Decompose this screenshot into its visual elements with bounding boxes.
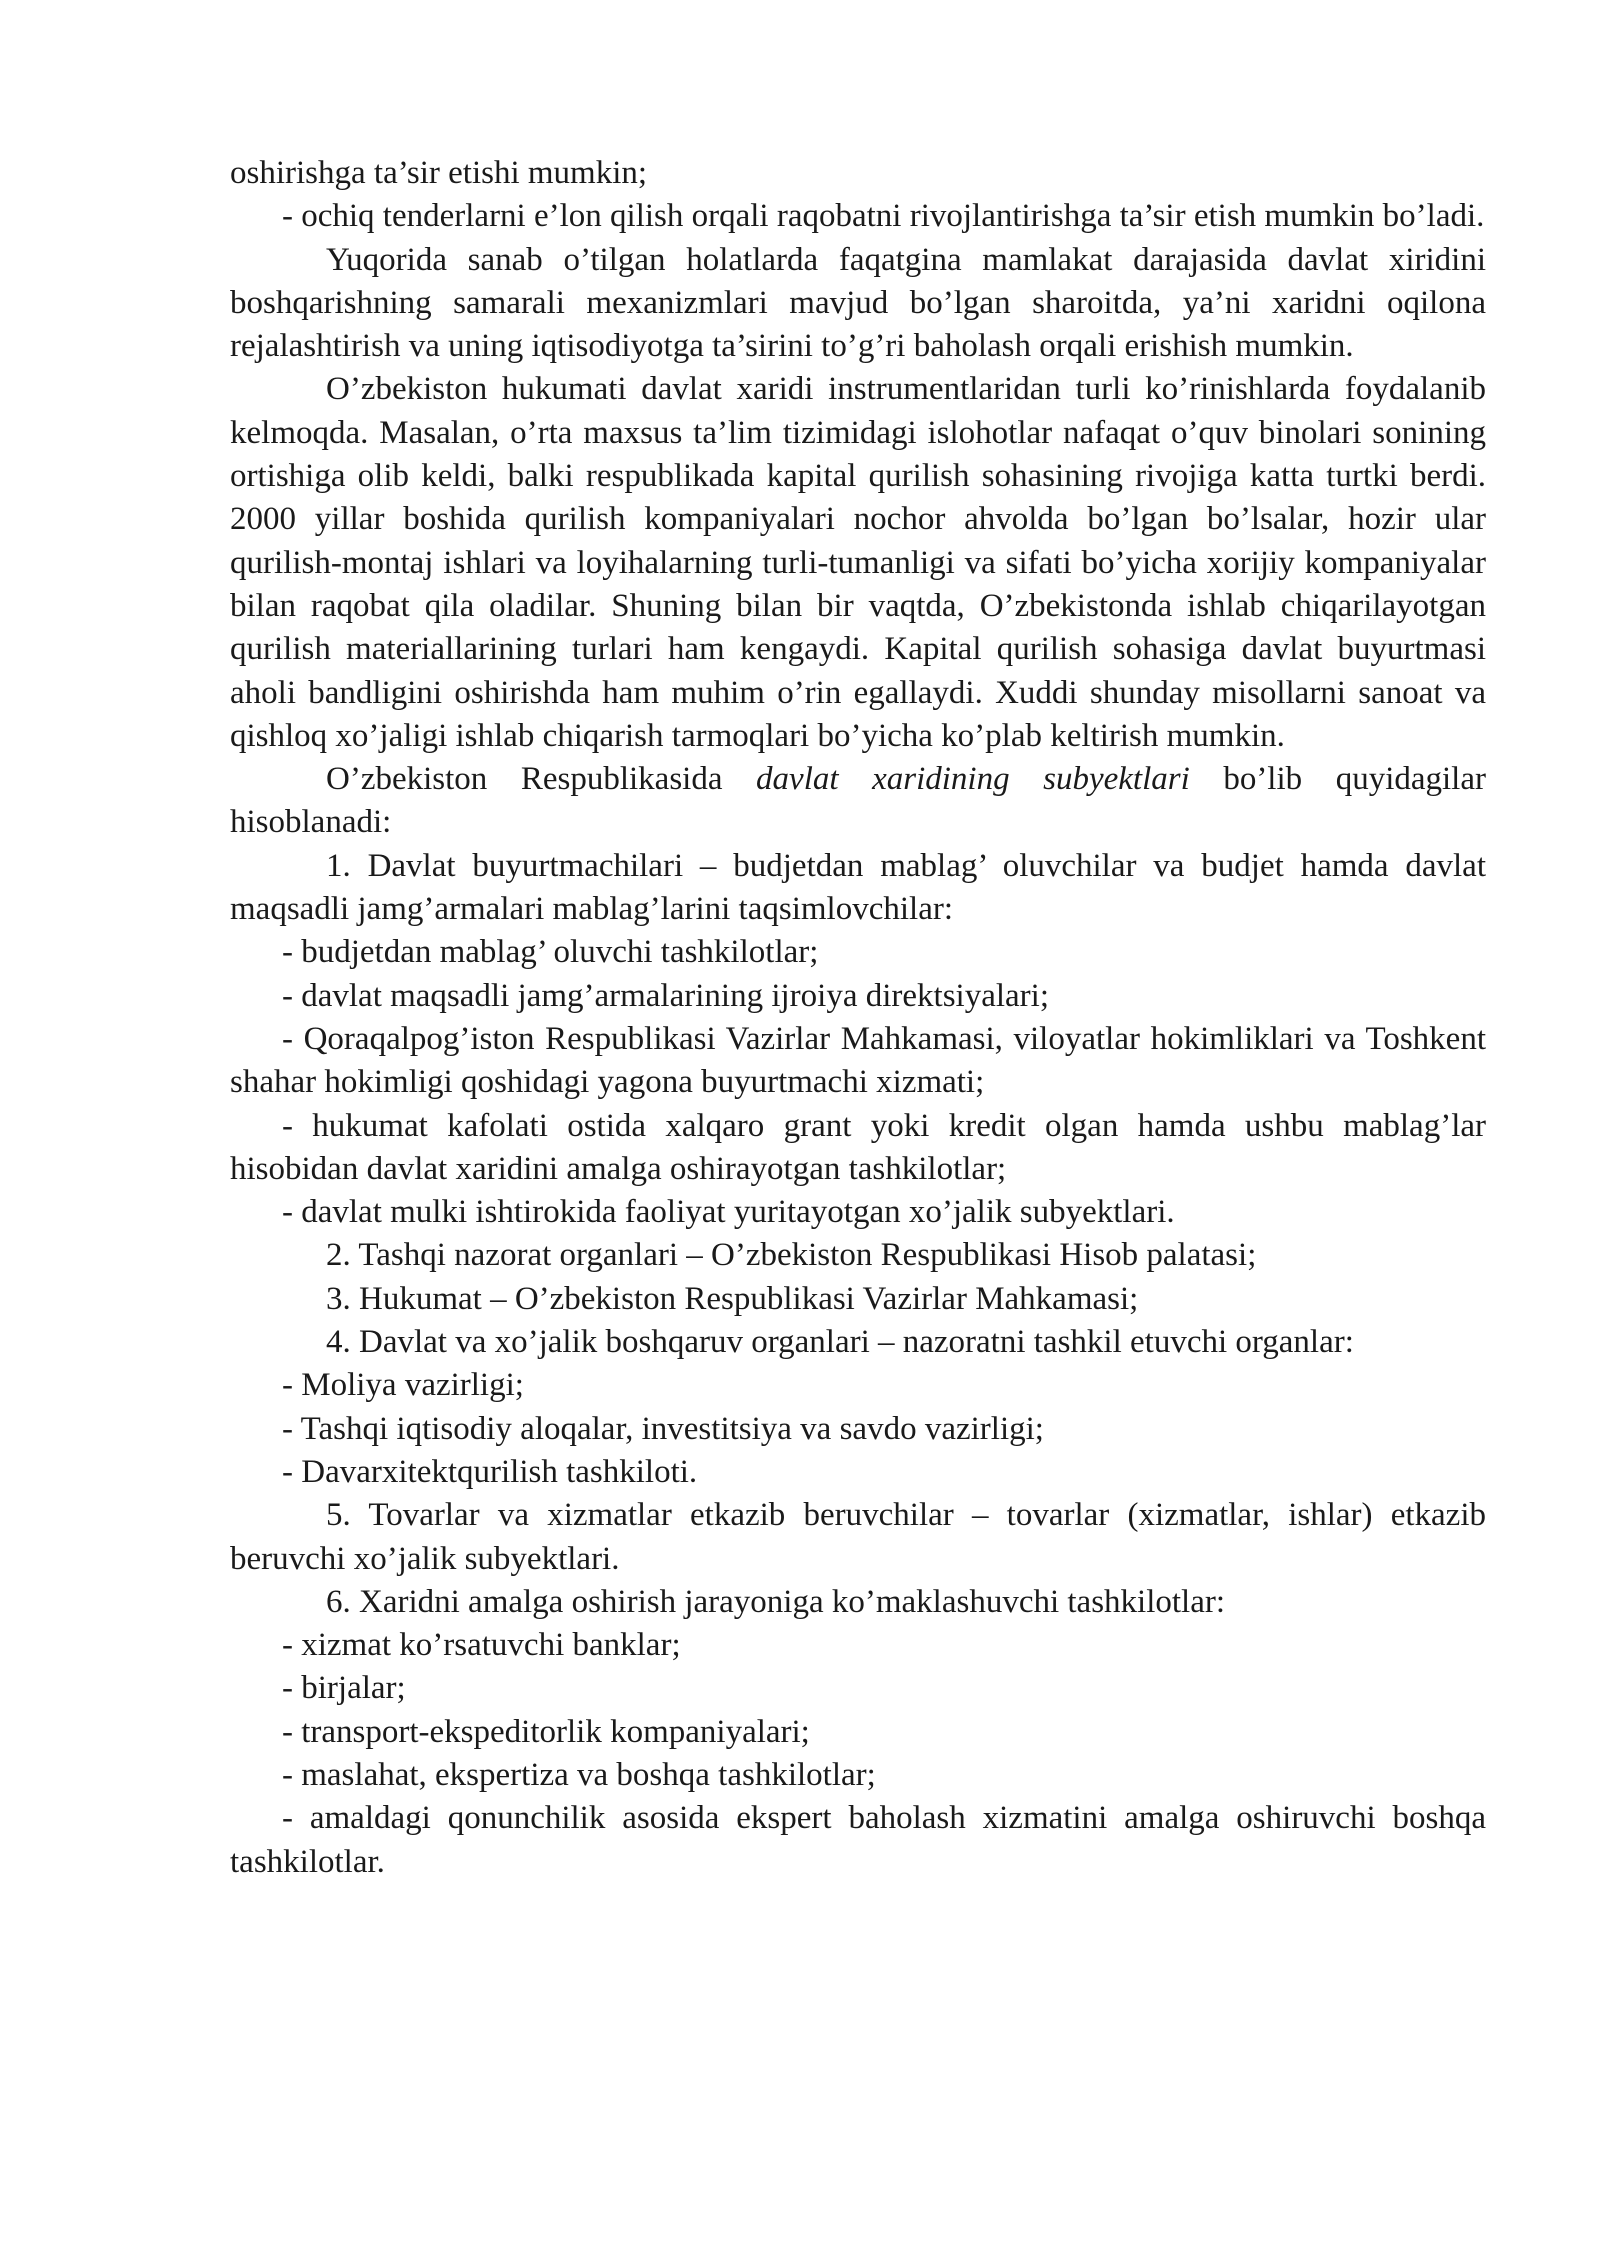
italic-term: davlat xaridining subyektlari: [756, 761, 1190, 798]
list-item-dash: - hukumat kafolati ostida xalqaro grant yoki kredit olgan hamda ushbu mablag’lar hisobidan davlat xaridini amalga oshirayotgan tashkilotlar;: [230, 1107, 1486, 1187]
document-page: [230, 152, 1486, 1884]
list-item-dash: - maslahat, ekspertiza va boshqa tashkilotlar;: [282, 1756, 876, 1793]
paragraph: Yuqorida sanab o’tilgan holatlarda faqatgina mamlakat darajasida davlat xiridini boshqarishning samarali mexanizmlari mavjud bo’lgan sharoitda, ya’ni xaridni oqilona rejalashtirish va uning iqtisodiyotga ta’sirini to’g’ri baholash orqali erishish mumkin.: [230, 241, 1486, 365]
numbered-item: 5. Tovarlar va xizmatlar etkazib beruvchilar – tovarlar (xizmatlar, ishlar) etkazib beruvchi xo’jalik subyektlari.: [230, 1497, 1486, 1577]
text-run: O’zbekiston Respublikasida: [326, 761, 757, 798]
list-item-dash: - ochiq tenderlarni e’lon qilish orqali raqobatni rivojlantirishga ta’sir etish mumkin bo’ladi.: [282, 198, 1485, 235]
list-item-dash: - Tashqi iqtisodiy aloqalar, investitsiya va savdo vazirligi;: [282, 1410, 1044, 1447]
list-item-dash: - birjalar;: [282, 1670, 406, 1707]
list-item-dash: - transport-ekspeditorlik kompaniyalari;: [282, 1713, 810, 1750]
list-item-dash: - Qoraqalpog’iston Respublikasi Vazirlar Mahkamasi, viloyatlar hokimliklari va Toshkent shahar hokimligi qoshidagi yagona buyurtmachi xizmati;: [230, 1020, 1486, 1101]
paragraph-continuation: oshirishga ta’sir etishi mumkin;: [230, 155, 648, 191]
list-item-dash: - Davarxitektqurilish tashkiloti.: [282, 1453, 698, 1490]
numbered-item: 6. Xaridni amalga oshirish jarayoniga ko’maklashuvchi tashkilotlar:: [326, 1583, 1226, 1620]
numbered-item: 3. Hukumat – O’zbekiston Respublikasi Vazirlar Mahkamasi;: [326, 1280, 1139, 1317]
numbered-item: 4. Davlat va xo’jalik boshqaruv organlari – nazoratni tashkil etuvchi organlar:: [326, 1324, 1354, 1361]
list-item-dash: - davlat maqsadli jamg’armalarining ijroiya direktsiyalari;: [282, 977, 1049, 1014]
numbered-item: 2. Tashqi nazorat organlari – O’zbekiston Respublikasi Hisob palatasi;: [326, 1237, 1257, 1274]
text-run: bo’lib quyidagilar hisoblanadi:: [230, 761, 1486, 841]
paragraph-subjects-intro: [230, 758, 1486, 845]
paragraph: O’zbekiston hukumati davlat xaridi instrumentlaridan turli ko’rinishlarda foydalanib kelmoqda. Masalan, o’rta maxsus ta’lim tizimidagi islohotlar nafaqat o’quv binolari sonining ortishiga olib keldi, balki respublikada kapital qurilish sohasining rivojiga katta turtki berdi. 2000 yillar boshida qurilish kompaniyalari nochor ahvolda bo’lgan bo’lsalar, hozir ular qurilish-montaj ishlari va loyihalarning turli-tumanligi va sifati bo’yicha xorijiy kompaniyalar bilan raqobat qila oladilar. Shuning bilan bir vaqtda, O’zbekistonda ishlab chiqarilayotgan qurilish materiallarining turlari ham kengaydi. Kapital qurilish sohasiga davlat buyurtmasi aholi bandligini oshirishda ham muhim o’rin egallaydi. Xuddi shunday misollarni sanoat va qishloq xo’jaligi ishlab chiqarish tarmoqlari bo’yicha ko’plab keltirish mumkin.: [230, 371, 1486, 754]
numbered-item: 1. Davlat buyurtmachilari – budjetdan mablag’ oluvchilar va budjet hamda davlat maqsadli jamg’armalari mablag’larini taqsimlovchilar:: [230, 847, 1486, 928]
list-item-dash: - amaldagi qonunchilik asosida ekspert baholash xizmatini amalga oshiruvchi boshqa tashkilotlar.: [230, 1800, 1486, 1880]
list-item-dash: - Moliya vazirligi;: [282, 1367, 524, 1404]
list-item-dash: - davlat mulki ishtirokida faoliyat yuritayotgan xo’jalik subyektlari.: [282, 1194, 1175, 1231]
list-item-dash: - budjetdan mablag’ oluvchi tashkilotlar;: [282, 934, 819, 971]
list-item-dash: - xizmat ko’rsatuvchi banklar;: [282, 1627, 681, 1664]
